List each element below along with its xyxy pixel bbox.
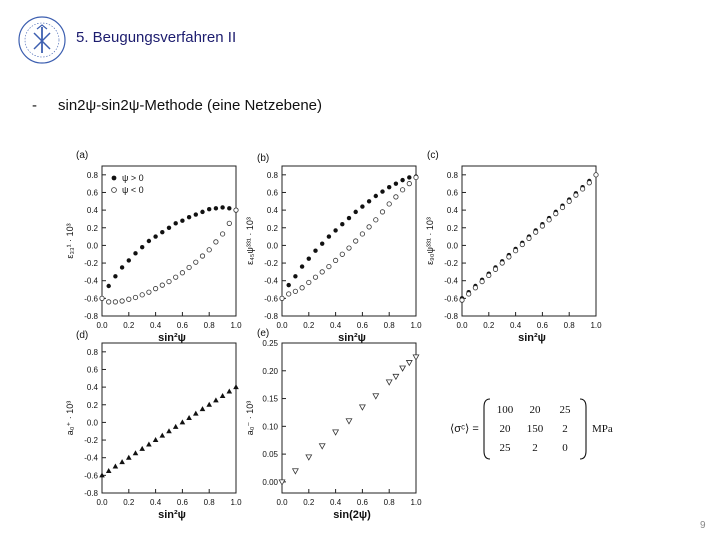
formula-unit: MPa bbox=[592, 423, 613, 435]
matrix-cell: 20 bbox=[529, 404, 541, 416]
bullet-marker: - bbox=[32, 97, 37, 114]
x-tick-label: 0.4 bbox=[150, 498, 162, 507]
data-point bbox=[153, 437, 159, 442]
data-point bbox=[313, 249, 317, 253]
matrix-left-bracket bbox=[484, 399, 490, 459]
data-point bbox=[327, 234, 331, 238]
matrix-cell: 150 bbox=[526, 423, 544, 435]
y-tick-label: -0.6 bbox=[444, 294, 458, 304]
y-tick-label: 0.4 bbox=[86, 206, 98, 216]
data-point bbox=[354, 210, 358, 214]
x-tick-label: 0.4 bbox=[150, 321, 162, 330]
data-point bbox=[200, 210, 204, 214]
data-point bbox=[346, 419, 352, 424]
data-point bbox=[287, 292, 291, 296]
x-tick-label: 0.0 bbox=[456, 321, 468, 330]
x-tick-label: 1.0 bbox=[410, 498, 422, 507]
data-point bbox=[467, 292, 471, 296]
data-point bbox=[574, 193, 578, 197]
panel-label: (e) bbox=[257, 328, 270, 339]
x-tick-label: 0.2 bbox=[483, 321, 495, 330]
y-tick-label: 0.2 bbox=[266, 223, 278, 233]
data-point bbox=[333, 430, 339, 435]
x-tick-label: 0.6 bbox=[176, 321, 188, 330]
data-point bbox=[520, 242, 524, 246]
y-tick-label: 0.0 bbox=[86, 418, 98, 428]
data-point bbox=[100, 296, 104, 300]
x-tick-label: 0.4 bbox=[510, 321, 522, 330]
x-tick-label: 0.8 bbox=[383, 321, 395, 330]
panel-frame bbox=[462, 166, 596, 316]
x-tick-label: 0.8 bbox=[203, 321, 215, 330]
matrix-cell: 20 bbox=[499, 423, 511, 435]
figure-panels bbox=[58, 143, 618, 528]
data-point bbox=[106, 468, 112, 473]
data-point bbox=[194, 260, 198, 264]
university-seal-icon bbox=[17, 15, 67, 65]
data-point bbox=[400, 188, 404, 192]
slide-subtitle: sin2ψ-sin2ψ-Methode (eine Netzebene) bbox=[58, 97, 323, 114]
y-axis-label: ε₉₀ψ³³¹ · 10³ bbox=[425, 217, 435, 265]
data-point bbox=[340, 222, 344, 226]
data-point bbox=[500, 261, 504, 265]
page-number: 9 bbox=[700, 520, 706, 531]
data-point bbox=[194, 212, 198, 216]
x-tick-label: 1.0 bbox=[230, 498, 242, 507]
data-point bbox=[287, 283, 291, 287]
data-point bbox=[293, 469, 299, 474]
data-point bbox=[407, 175, 411, 179]
x-tick-label: 0.4 bbox=[330, 498, 342, 507]
y-tick-label: -0.4 bbox=[444, 276, 458, 286]
y-tick-label: 0.6 bbox=[86, 188, 98, 198]
data-point bbox=[220, 393, 226, 398]
data-point bbox=[133, 450, 139, 455]
y-tick-label: -0.8 bbox=[84, 489, 98, 498]
x-tick-label: 0.4 bbox=[330, 321, 342, 330]
data-point bbox=[113, 300, 117, 304]
y-tick-label: 0.0 bbox=[86, 241, 98, 251]
x-tick-label: 0.0 bbox=[96, 321, 108, 330]
data-point bbox=[207, 248, 211, 252]
data-point bbox=[207, 207, 211, 211]
panel-label: (c) bbox=[427, 150, 439, 161]
data-point bbox=[234, 208, 238, 212]
y-tick-label: 0.6 bbox=[446, 188, 458, 198]
data-point bbox=[354, 239, 358, 243]
data-point bbox=[580, 187, 584, 191]
data-point bbox=[493, 267, 497, 271]
data-point bbox=[380, 210, 384, 214]
data-point bbox=[507, 255, 511, 259]
data-point bbox=[120, 265, 124, 269]
data-point bbox=[327, 264, 331, 268]
y-tick-label: -0.2 bbox=[444, 259, 458, 269]
data-point bbox=[373, 394, 379, 399]
data-point bbox=[407, 360, 413, 365]
y-tick-label: 0.8 bbox=[446, 170, 458, 180]
y-tick-label: 0.10 bbox=[262, 422, 278, 432]
data-point bbox=[293, 289, 297, 293]
data-point bbox=[320, 270, 324, 274]
data-point bbox=[594, 173, 598, 177]
y-tick-label: 0.6 bbox=[266, 188, 278, 198]
data-point bbox=[386, 380, 392, 385]
data-point bbox=[180, 219, 184, 223]
data-point bbox=[387, 185, 391, 189]
data-point bbox=[193, 411, 199, 416]
x-tick-label: 0.6 bbox=[356, 498, 368, 507]
y-tick-label: 0.25 bbox=[262, 339, 278, 348]
data-point bbox=[394, 181, 398, 185]
data-point bbox=[567, 199, 571, 203]
data-point bbox=[307, 280, 311, 284]
data-point bbox=[380, 189, 384, 193]
x-tick-label: 1.0 bbox=[590, 321, 602, 330]
data-point bbox=[400, 366, 406, 371]
data-point bbox=[360, 405, 366, 410]
x-tick-label: 0.0 bbox=[96, 498, 108, 507]
x-axis-label: sin²ψ bbox=[158, 332, 186, 344]
data-point bbox=[139, 446, 145, 451]
x-tick-label: 0.6 bbox=[536, 321, 548, 330]
data-point bbox=[166, 428, 172, 433]
x-tick-label: 0.0 bbox=[276, 321, 288, 330]
y-axis-label: ε₄₅ψ³³¹ · 10³ bbox=[245, 217, 255, 265]
y-tick-label: 0.8 bbox=[266, 170, 278, 180]
x-tick-label: 0.2 bbox=[123, 498, 135, 507]
y-tick-label: 0.00 bbox=[262, 477, 278, 487]
data-point bbox=[587, 181, 591, 185]
data-point bbox=[527, 236, 531, 240]
y-tick-label: 0.05 bbox=[262, 450, 278, 460]
data-point bbox=[347, 216, 351, 220]
data-point bbox=[206, 402, 212, 407]
data-point bbox=[167, 226, 171, 230]
data-point bbox=[187, 215, 191, 219]
data-point bbox=[347, 246, 351, 250]
data-point bbox=[153, 234, 157, 238]
y-tick-label: 0.2 bbox=[86, 400, 98, 410]
data-point bbox=[367, 225, 371, 229]
data-point bbox=[374, 218, 378, 222]
y-tick-label: 0.0 bbox=[266, 241, 278, 251]
data-point bbox=[394, 195, 398, 199]
y-tick-label: 0.15 bbox=[262, 394, 278, 404]
y-tick-label: -0.6 bbox=[264, 294, 278, 304]
data-point bbox=[393, 374, 399, 379]
panel-label: (d) bbox=[76, 330, 89, 341]
y-tick-label: 0.8 bbox=[86, 170, 98, 180]
data-point bbox=[133, 295, 137, 299]
data-point bbox=[174, 221, 178, 225]
data-point bbox=[480, 279, 484, 283]
data-point bbox=[414, 175, 418, 179]
y-tick-label: -0.8 bbox=[84, 312, 98, 321]
legend-marker bbox=[112, 176, 117, 181]
x-axis-label: sin(2ψ) bbox=[333, 509, 371, 521]
data-point bbox=[186, 415, 192, 420]
data-point bbox=[227, 221, 231, 225]
x-tick-label: 0.2 bbox=[303, 498, 315, 507]
data-point bbox=[387, 202, 391, 206]
data-point bbox=[374, 194, 378, 198]
x-tick-label: 0.6 bbox=[356, 321, 368, 330]
matrix-cell: 2 bbox=[532, 442, 538, 454]
data-point bbox=[146, 441, 152, 446]
y-tick-label: 0.6 bbox=[86, 365, 98, 375]
data-point bbox=[554, 211, 558, 215]
matrix-cell: 2 bbox=[562, 423, 568, 435]
panel-label: (b) bbox=[257, 153, 270, 164]
matrix-cell: 25 bbox=[559, 404, 571, 416]
data-point bbox=[180, 419, 186, 424]
x-tick-label: 0.0 bbox=[276, 498, 288, 507]
data-point bbox=[220, 205, 224, 209]
matrix-right-bracket bbox=[580, 399, 586, 459]
data-point bbox=[107, 284, 111, 288]
data-point bbox=[133, 251, 137, 255]
y-tick-label: 0.2 bbox=[86, 223, 98, 233]
data-point bbox=[487, 273, 491, 277]
y-tick-label: 0.8 bbox=[86, 347, 98, 357]
panel-frame bbox=[282, 166, 416, 316]
y-tick-label: 0.0 bbox=[446, 241, 458, 251]
data-point bbox=[300, 264, 304, 268]
data-point bbox=[293, 274, 297, 278]
y-tick-label: 0.4 bbox=[266, 206, 278, 216]
legend-label: ψ < 0 bbox=[122, 185, 144, 195]
data-point bbox=[214, 206, 218, 210]
data-point bbox=[333, 228, 337, 232]
y-tick-label: -0.4 bbox=[84, 276, 98, 286]
y-tick-label: -0.2 bbox=[84, 259, 98, 269]
data-point bbox=[187, 265, 191, 269]
x-tick-label: 0.2 bbox=[123, 321, 135, 330]
matrix-cell: 25 bbox=[499, 442, 511, 454]
y-tick-label: -0.2 bbox=[84, 436, 98, 446]
y-tick-label: 0.2 bbox=[446, 223, 458, 233]
data-point bbox=[360, 232, 364, 236]
y-tick-label: -0.8 bbox=[444, 312, 458, 321]
data-point bbox=[140, 245, 144, 249]
data-point bbox=[113, 464, 119, 469]
data-point bbox=[300, 286, 304, 290]
data-point bbox=[119, 459, 125, 464]
data-point bbox=[160, 230, 164, 234]
y-tick-label: -0.2 bbox=[264, 259, 278, 269]
y-tick-label: 0.20 bbox=[262, 366, 278, 376]
data-point bbox=[173, 424, 179, 429]
data-point bbox=[127, 258, 131, 262]
data-point bbox=[360, 204, 364, 208]
data-point bbox=[306, 455, 312, 460]
formula-lhs: ⟨σᶜ⟩ = bbox=[450, 423, 479, 435]
data-point bbox=[127, 297, 131, 301]
x-tick-label: 0.8 bbox=[563, 321, 575, 330]
y-tick-label: 0.4 bbox=[446, 206, 458, 216]
x-tick-label: 1.0 bbox=[410, 321, 422, 330]
data-point bbox=[147, 290, 151, 294]
data-point bbox=[167, 279, 171, 283]
y-tick-label: -0.4 bbox=[84, 453, 98, 463]
data-point bbox=[126, 455, 132, 460]
slide-title: 5. Beugungsverfahren II bbox=[76, 29, 237, 46]
data-point bbox=[333, 258, 337, 262]
data-point bbox=[540, 224, 544, 228]
data-point bbox=[340, 252, 344, 256]
x-tick-label: 0.2 bbox=[303, 321, 315, 330]
y-tick-label: -0.8 bbox=[264, 312, 278, 321]
data-point bbox=[147, 239, 151, 243]
data-point bbox=[473, 286, 477, 290]
data-point bbox=[233, 384, 239, 389]
x-axis-label: sin²ψ bbox=[158, 509, 186, 521]
data-point bbox=[180, 271, 184, 275]
data-point bbox=[160, 283, 164, 287]
x-axis-label: sin²ψ bbox=[338, 332, 366, 344]
data-point bbox=[400, 178, 404, 182]
y-axis-label: a₀⁺ · 10³ bbox=[65, 400, 75, 436]
y-axis-label: a₀⁻ · 10³ bbox=[245, 400, 255, 436]
x-tick-label: 0.8 bbox=[383, 498, 395, 507]
data-point bbox=[560, 205, 564, 209]
data-point bbox=[547, 218, 551, 222]
x-tick-label: 1.0 bbox=[230, 321, 242, 330]
legend-marker bbox=[112, 188, 117, 193]
data-point bbox=[513, 249, 517, 253]
x-tick-label: 0.8 bbox=[203, 498, 215, 507]
matrix-cell: 0 bbox=[562, 442, 568, 454]
data-point bbox=[107, 300, 111, 304]
data-point bbox=[220, 232, 224, 236]
data-point bbox=[200, 254, 204, 258]
data-point bbox=[307, 256, 311, 260]
data-point bbox=[214, 240, 218, 244]
matrix-cell: 100 bbox=[496, 404, 514, 416]
panel-frame bbox=[102, 343, 236, 493]
data-point bbox=[320, 241, 324, 245]
y-tick-label: -0.4 bbox=[264, 276, 278, 286]
y-tick-label: -0.6 bbox=[84, 294, 98, 304]
data-point bbox=[113, 274, 117, 278]
y-tick-label: -0.6 bbox=[84, 471, 98, 481]
data-point bbox=[413, 355, 419, 360]
data-point bbox=[140, 293, 144, 297]
data-point bbox=[174, 275, 178, 279]
x-axis-label: sin²ψ bbox=[518, 332, 546, 344]
y-axis-label: ε₃₃¹ · 10³ bbox=[65, 223, 75, 259]
data-point bbox=[367, 199, 371, 203]
data-point bbox=[460, 298, 464, 302]
panel-label: (a) bbox=[76, 150, 89, 161]
data-point bbox=[160, 433, 166, 438]
y-tick-label: 0.4 bbox=[86, 383, 98, 393]
data-point bbox=[227, 206, 231, 210]
data-point bbox=[120, 299, 124, 303]
data-point bbox=[280, 296, 284, 300]
data-point bbox=[200, 406, 206, 411]
data-point bbox=[313, 275, 317, 279]
data-point bbox=[407, 181, 411, 185]
panel-frame bbox=[282, 343, 416, 493]
data-point bbox=[153, 286, 157, 290]
data-point bbox=[227, 389, 233, 394]
x-tick-label: 0.6 bbox=[176, 498, 188, 507]
data-point bbox=[319, 444, 325, 449]
data-point bbox=[213, 397, 219, 402]
legend-label: ψ > 0 bbox=[122, 173, 144, 183]
data-point bbox=[534, 230, 538, 234]
